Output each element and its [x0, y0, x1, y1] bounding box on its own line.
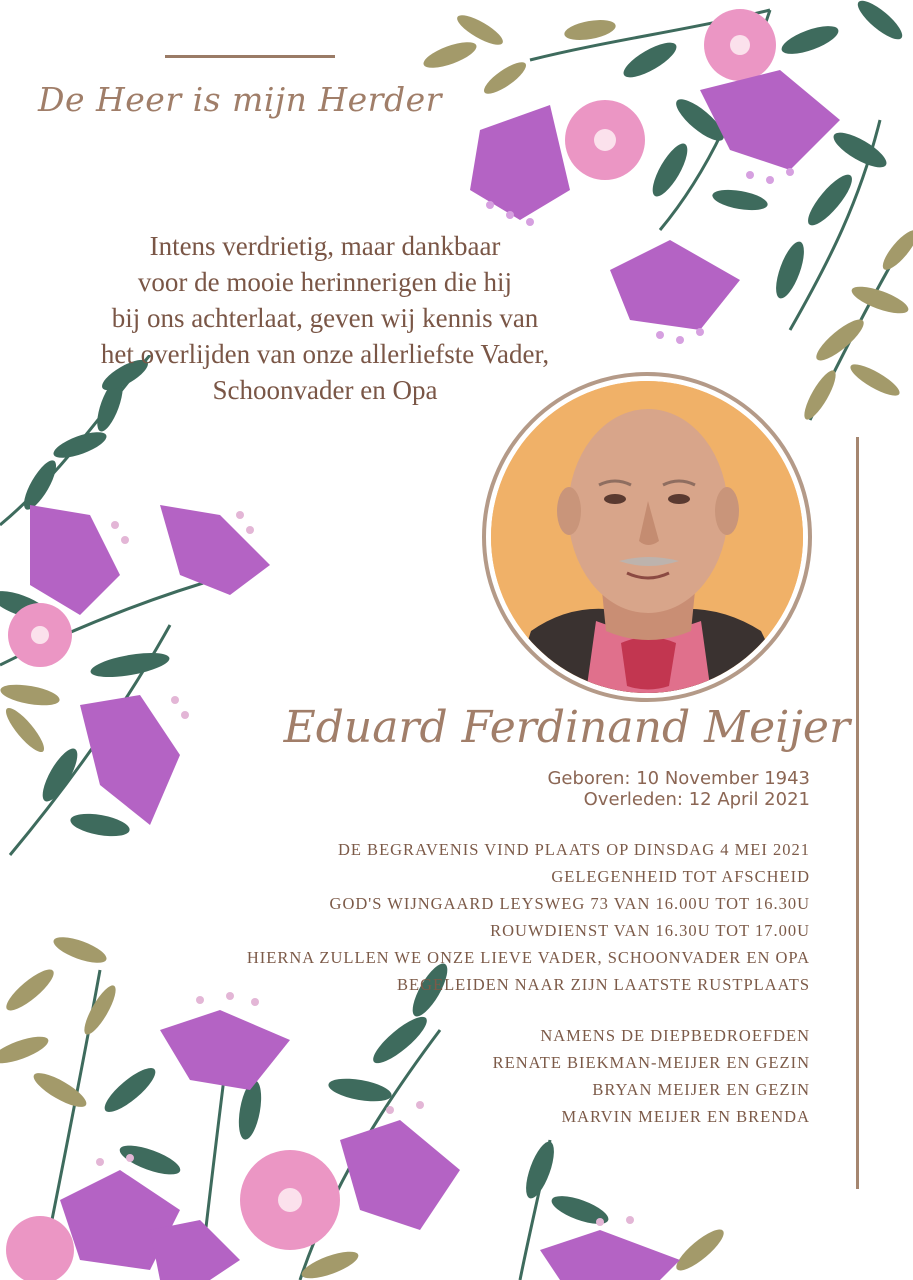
intro-line: het overlijden van onze allerliefste Vader,	[100, 339, 550, 369]
motto-heading: De Heer is mijn Herder	[38, 80, 442, 119]
family-signatures	[400, 1022, 810, 1130]
funeral-details	[190, 836, 810, 998]
death-date: Overleden: 12 April 2021	[583, 789, 810, 810]
portrait-image	[491, 381, 803, 693]
detail-line: BEGELEIDEN NAAR ZIJN LAATSTE RUSTPLAATS	[397, 975, 810, 994]
family-line: NAMENS DE DIEPBEDROEFDEN	[540, 1026, 810, 1045]
deceased-name: Eduard Ferdinand Meijer	[283, 702, 850, 753]
top-divider	[165, 55, 335, 58]
intro-text	[40, 228, 610, 408]
life-dates	[470, 768, 810, 810]
family-line: BRYAN MEIJER EN GEZIN	[592, 1080, 810, 1099]
detail-line: GOD'S WIJNGAARD LEYSWEG 73 VAN 16.00U TOT 16.30U	[329, 894, 810, 913]
floral-left-icon	[0, 355, 290, 875]
portrait-photo	[491, 381, 803, 693]
detail-line: ROUWDIENST VAN 16.30U TOT 17.00U	[490, 921, 810, 940]
detail-line: GELEGENHEID TOT AFSCHEID	[551, 867, 810, 886]
detail-line: DE BEGRAVENIS VIND PLAATS OP DINSDAG 4 MEI 2021	[337, 840, 810, 859]
intro-line: voor de mooie herinnerigen die hij	[137, 267, 513, 297]
birth-date: Geboren: 10 November 1943	[547, 768, 810, 789]
family-line: RENATE BIEKMAN-MEIJER EN GEZIN	[492, 1053, 810, 1072]
intro-line: bij ons achterlaat, geven wij kennis van	[111, 303, 539, 333]
right-divider	[856, 437, 859, 1189]
intro-line: Schoonvader en Opa	[212, 375, 438, 405]
detail-line: HIERNA ZULLEN WE ONZE LIEVE VADER, SCHOONVADER EN OPA	[246, 948, 810, 967]
family-line: MARVIN MEIJER EN BRENDA	[561, 1107, 810, 1126]
intro-line: Intens verdrietig, maar dankbaar	[149, 231, 501, 261]
